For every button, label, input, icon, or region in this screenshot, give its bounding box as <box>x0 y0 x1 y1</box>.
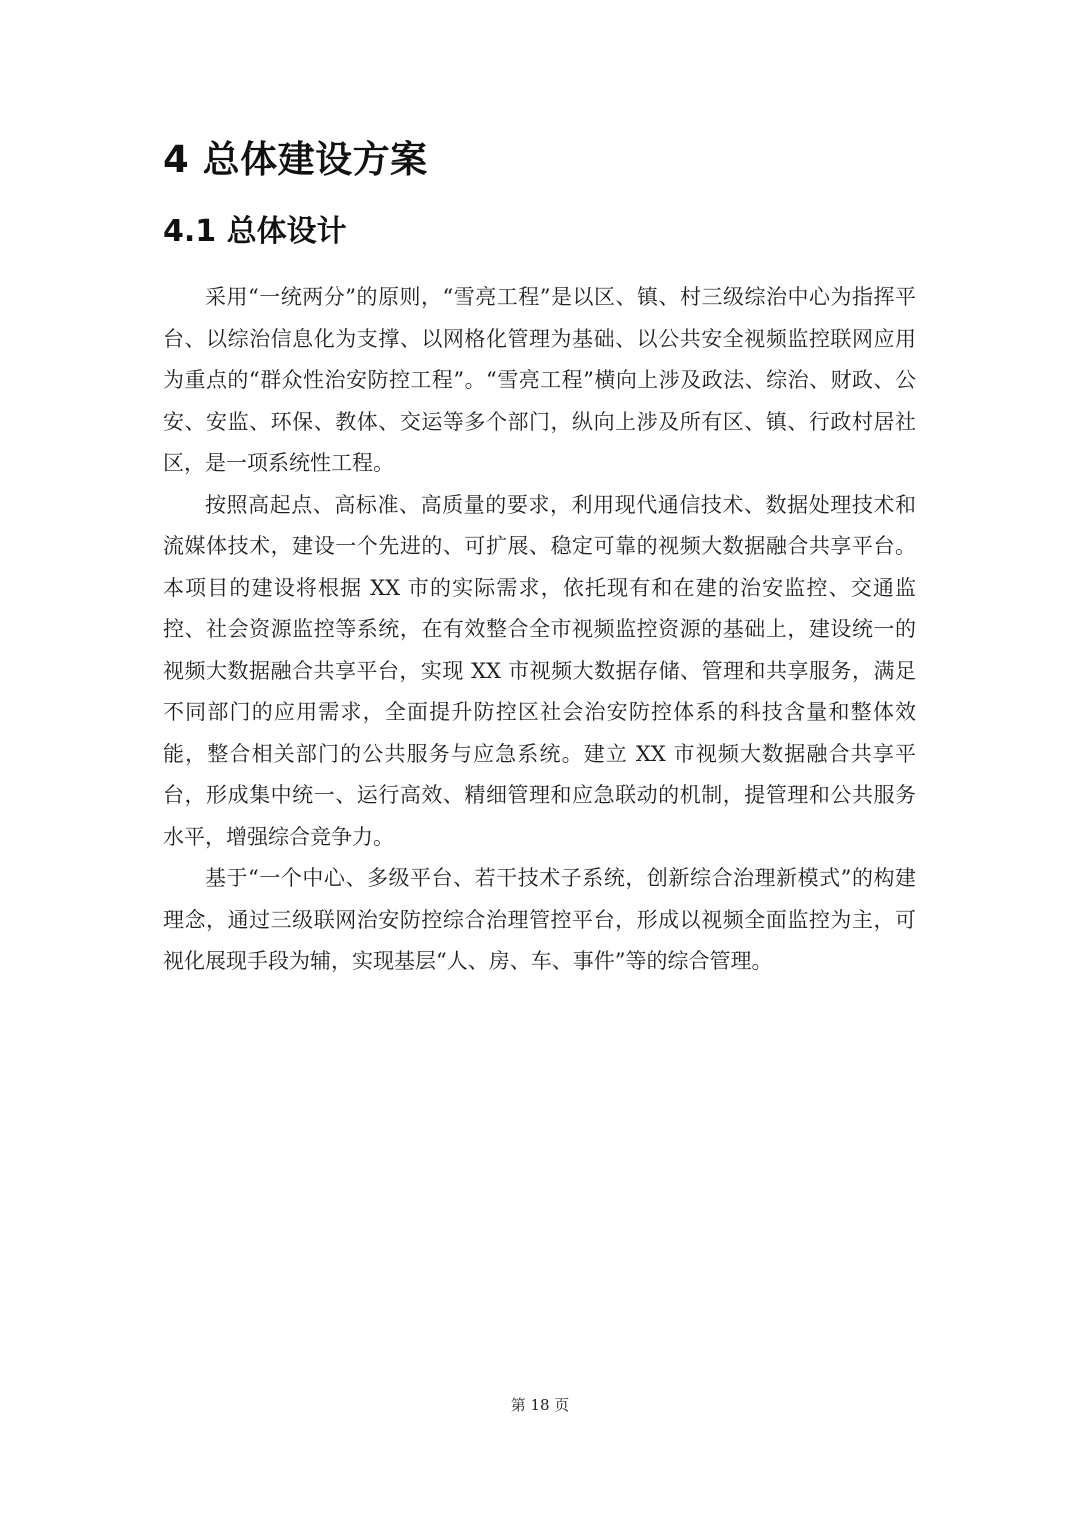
paragraph-requirements: 按照高起点、高标准、高质量的要求，利用现代通信技术、数据处理技术和流媒体技术，建设一个先进的、可扩展、稳定可靠的视频大数据融合共享平台。本项目的建设将根据 XX 市的实际需求，依托现有和在建的治安监控、交通监控、社会资源监控等系统，在有效整合全市视频监控资源的基础上，建设统一的视频大数据融合共享平台，实现 XX 市视频大数据存储、管理和共享服务，满足不同部门的应用需求，全面提升防控区社会治安防控体系的科技含量和整体效能，整合相关部门的公共服务与应急系统。建立 XX 市视频大数据融合共享平台，形成集中统一、运行高效、精细管理和应急联动的机制，提管理和公共服务水平，增强综合竞争力。 <box>163 492 916 849</box>
paragraph-principle: 采用“一统两分”的原则，“雪亮工程”是以区、镇、村三级综治中心为指挥平台、以综治信息化为支撑、以网格化管理为基础、以公共安全视频监控联网应用为重点的“群众性治安防控工程”。“雪亮工程”横向上涉及政法、综治、财政、公安、安监、环保、教体、交运等多个部门，纵向上涉及所有区、镇、行政村居社区，是一项系统性工程。 <box>163 285 916 475</box>
paragraph-concept: 基于“一个中心、多级平台、若干技术子系统，创新综合治理新模式”的构建理念，通过三级联网治安防控综合治理管控平台，形成以视频全面监控为主，可视化展现手段为辅，实现基层“人、房、车、事件”等的综合管理。 <box>163 866 916 973</box>
page-number: 第 18 页 <box>510 1396 570 1414</box>
body-text <box>163 277 916 983</box>
section-title: 4.1 总体设计 <box>163 214 347 249</box>
chapter-title: 4 总体建设方案 <box>163 138 428 181</box>
